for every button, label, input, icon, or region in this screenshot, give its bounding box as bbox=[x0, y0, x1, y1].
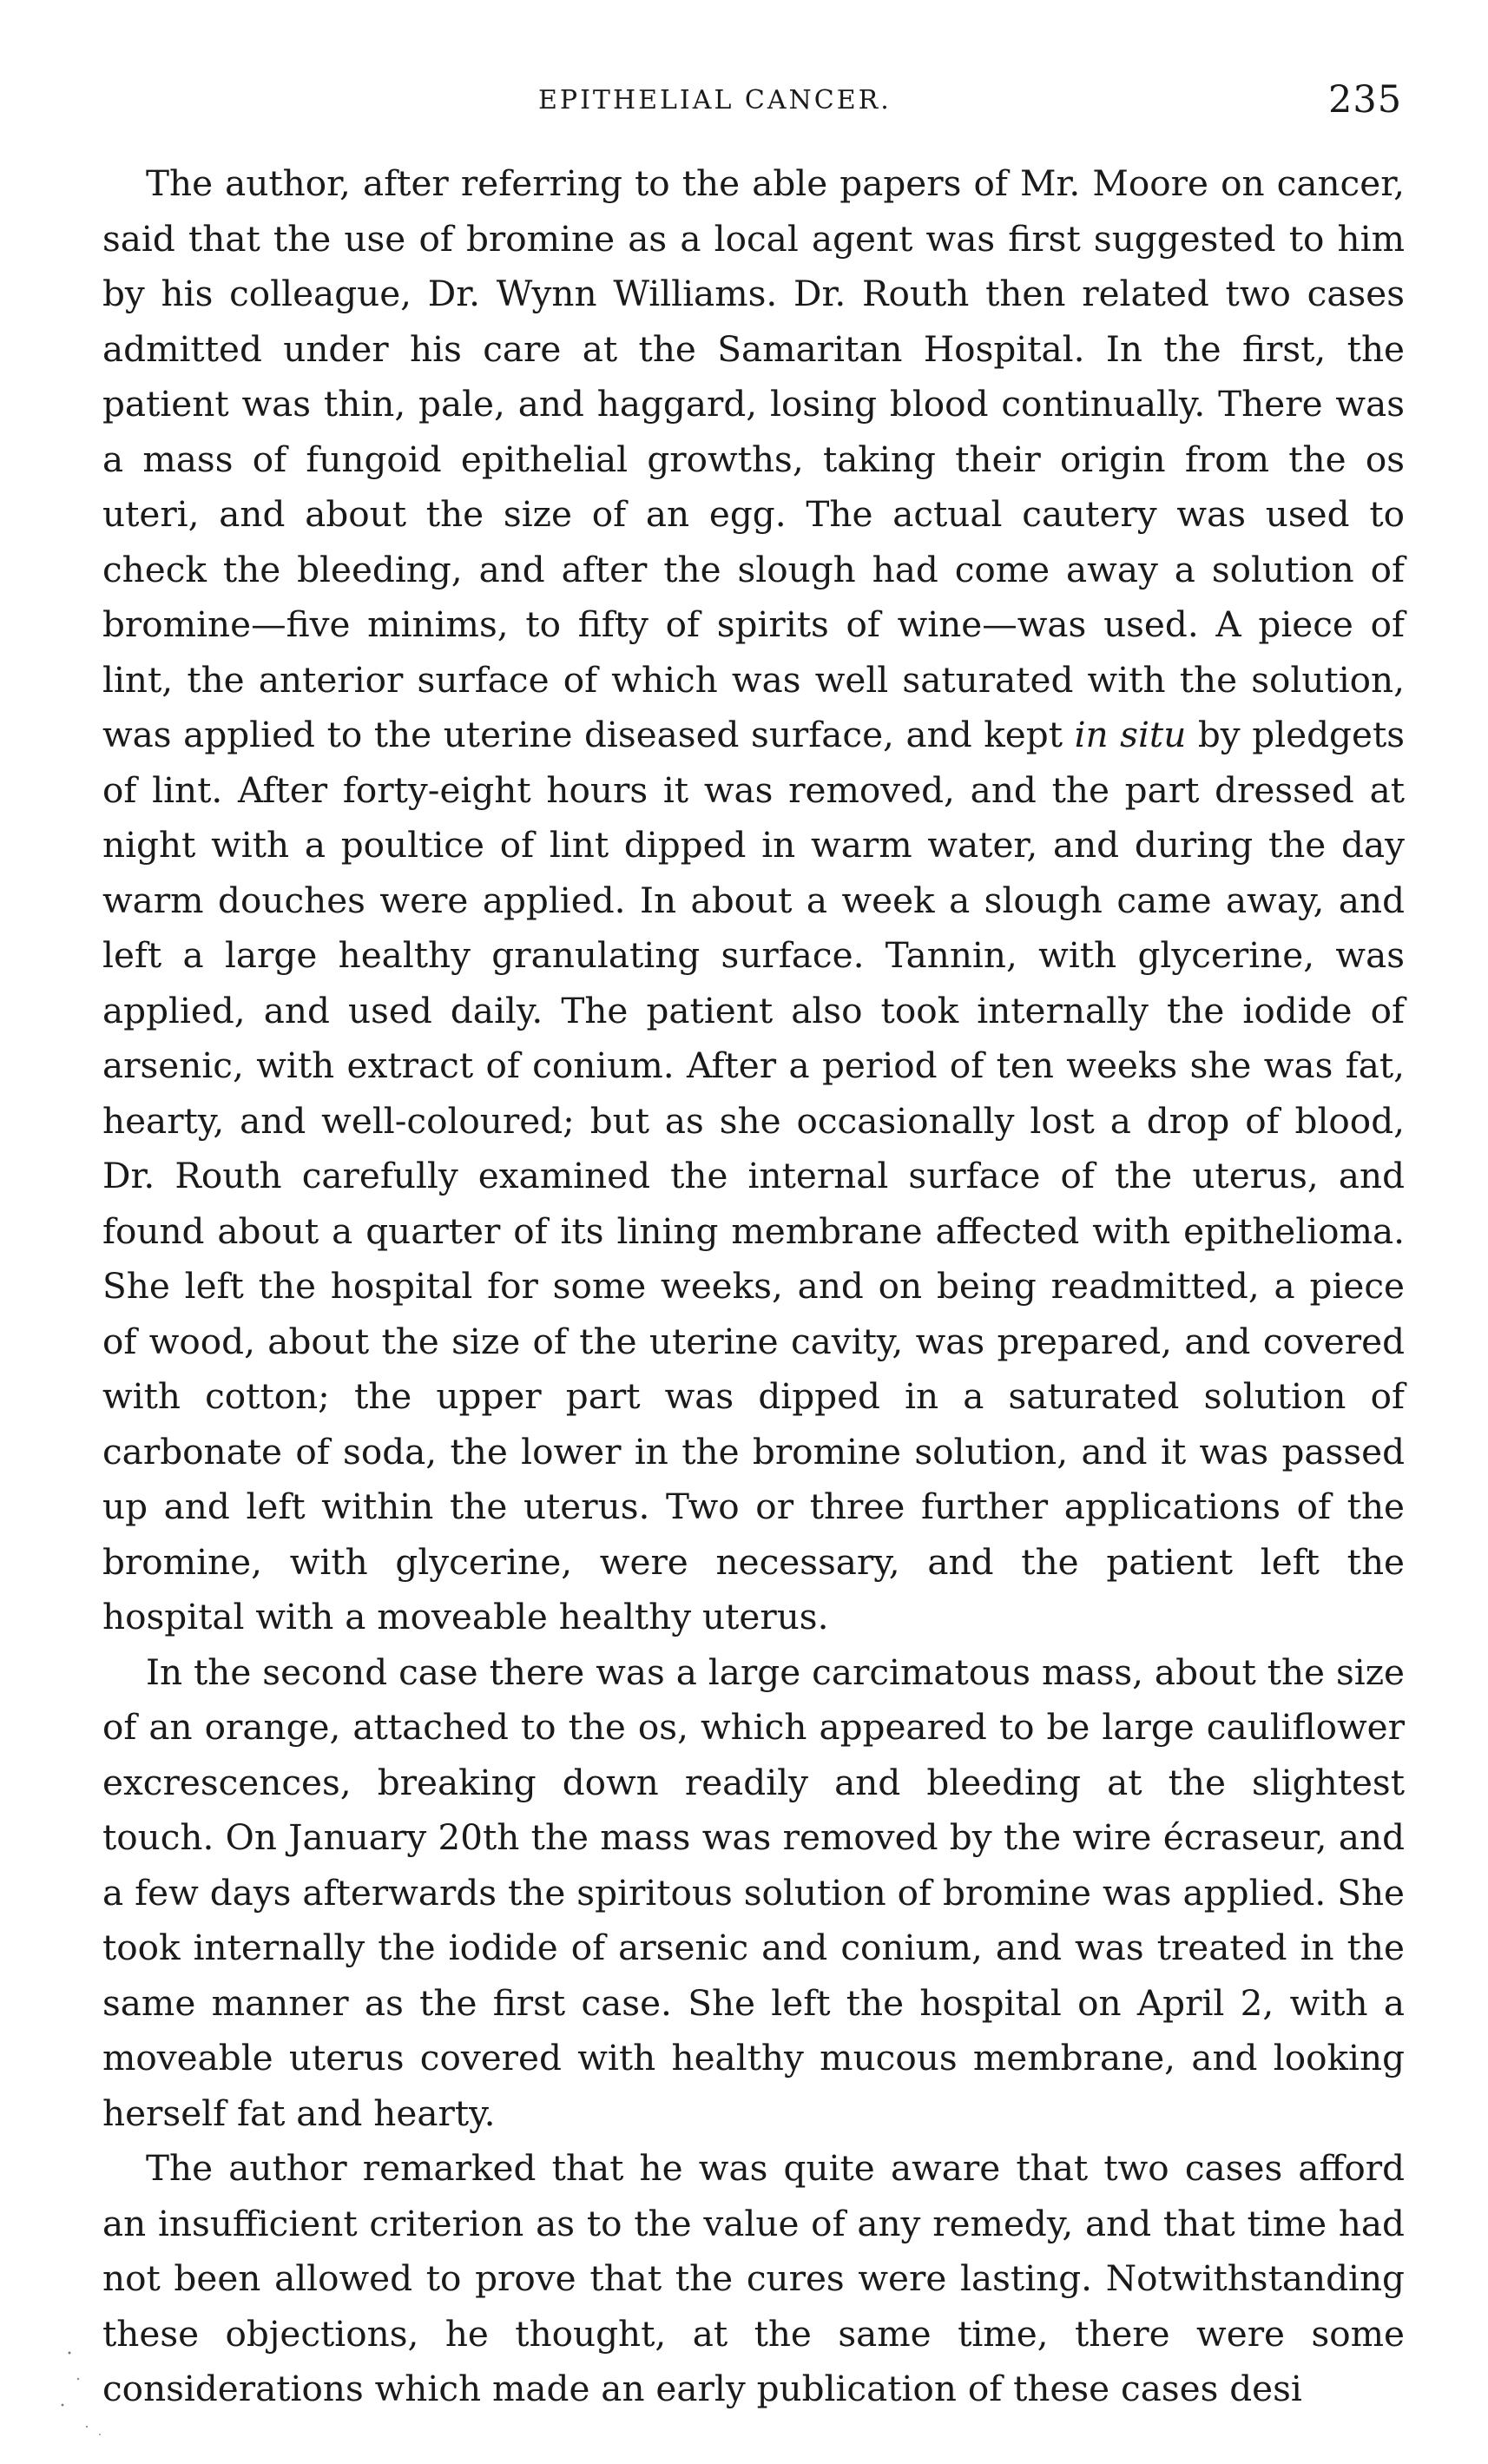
italic-phrase: in situ bbox=[1074, 714, 1187, 755]
page-number: 235 bbox=[1328, 78, 1403, 122]
paragraph-text: The author, after referring to the able papers of Mr. Moore on cancer, said that the use of bromine as a local agent was first suggested to him by his colleague, Dr. Wynn Williams. Dr. Routh then related two cases admitted under his care at the Samaritan Hospital. In the first, the patient was thin, pale, and haggard, losing blood continually. There was a mass of fungoid epithelial growths, taking their origin from the os uteri, and about the size of an egg. The actual cautery was used to check the bleeding, and after the slough had come away a solution of bromine—five minims, to fifty of spirits of wine—was used. A piece of lint, the anterior surface of which was well saturated with the solution, was applied to the uterine diseased surface, and kept bbox=[102, 162, 1405, 755]
paragraph-second-case bbox=[102, 1645, 1405, 2142]
paragraph-text: The author remarked that he was quite aware that two cases afford an insufficient criterion as to the value of any remedy, and that time had not been allowed to prove that the cures were lasting. Notwithstanding these objections, he thought, at the same time, there were some considerations which made an early publication of these cases desi bbox=[102, 2147, 1405, 2409]
paragraph-first-case bbox=[102, 156, 1405, 1645]
paragraph-author-remarks bbox=[102, 2141, 1405, 2417]
paragraph-text: In the second case there was a large carcimatous mass, about the size of an orange, attached to the os, which appeared to be large cauliflower excrescences, breaking down readily and bleeding at the slightest touch. On January 20th the mass was removed by the wire écraseur, and a few days afterwards the spiritous solution of bromine was applied. She took internally the iodide of arsenic and conium, and was treated in the same manner as the first case. She left the hospital on April 2, with a moveable uterus covered with healthy mucous membrane, and looking herself fat and hearty. bbox=[102, 1650, 1405, 2134]
paragraph-text: by pledgets of lint. After forty-eight hours it was removed, and the part dressed at night with a poultice of lint dipped in warm water, and during the day warm douches were applied. In about a week a slough came away, and left a large healthy granulating surface. Tannin, with glycerine, was applied, and used daily. The patient also took internally the iodide of arsenic, with extract of conium. After a period of ten weeks she was fat, hearty, and well-coloured; but as she occasionally lost a drop of blood, Dr. Routh carefully examined the internal surface of the uterus, and found about a quarter of its lining membrane affected with epithelioma. She left the hospital for some weeks, and on being readmitted, a piece of wood, about the size of the uterine cavity, was prepared, and covered with cotton; the upper part was dipped in a saturated solution of carbonate of soda, the lower in the bromine solution, and it was passed up and left within the uterus. Two or three further applications of the bromine, with glycerine, were necessary, and the patient left the hospital with a moveable healthy uterus. bbox=[102, 714, 1406, 1637]
body-text bbox=[102, 156, 1405, 2417]
print-specks-decoration bbox=[52, 2344, 139, 2440]
running-head bbox=[0, 78, 1488, 130]
running-title: EPITHELIAL CANCER. bbox=[538, 85, 892, 115]
